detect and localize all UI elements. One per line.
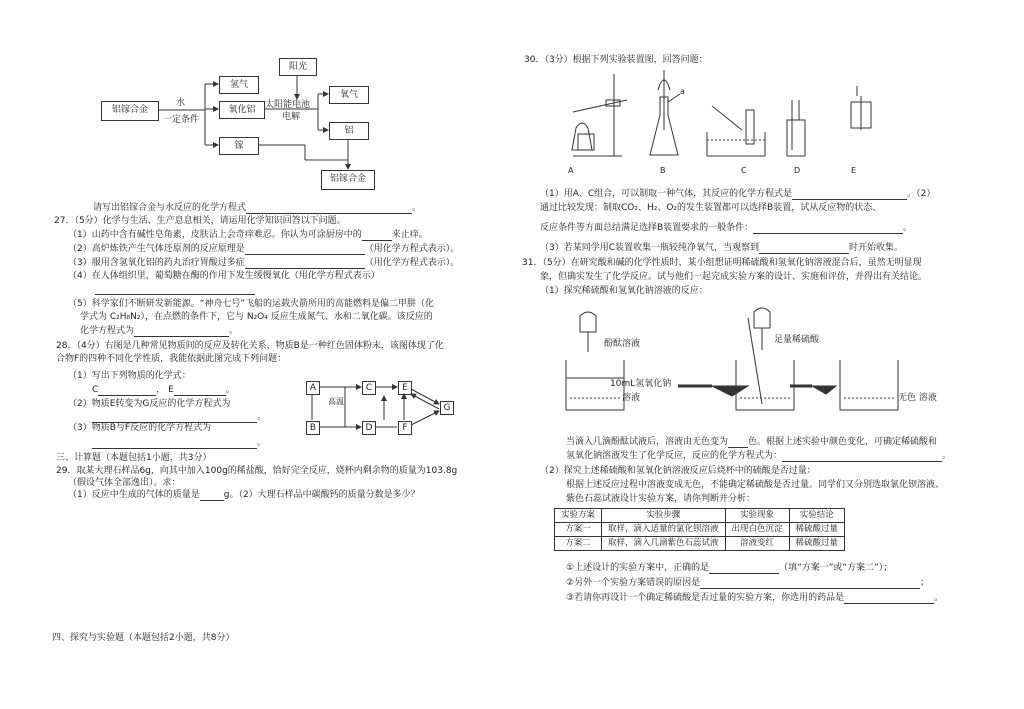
q28-3: （3）物质B与F反应的化学方程式为 [68, 423, 212, 433]
box-sunlight: 阳光 [279, 58, 317, 76]
th: 实验现象 [725, 509, 789, 523]
q31-i-blank[interactable] [709, 573, 779, 574]
q27-1-text: （1）山药中含有碱性皂角素，皮肤沾上会奇痒难忍。你认为可涂厨房中的 [68, 230, 362, 240]
q29-b: （假设气体全部逸出）。求： [68, 478, 181, 488]
q28-a: 28．（4分）右图是几种常见物质间的反应及转化关系，物质B是一种红色固体粉末，该图体现了化 [56, 341, 444, 351]
label-condition: 一定条件 [163, 115, 200, 125]
q31-1-t1 [566, 436, 937, 448]
q30-1-text: （1）用A、C组合，可以制取一种气体，其反应的化学方程式是 [540, 189, 793, 199]
q30-2b-text: 反应条件等方面总结满足选择B装置要求的一般条件： [540, 223, 754, 233]
section-4: 四、探究与实验题（本题包括2小题，共8分） [52, 633, 235, 643]
q29-c2: g。（2）大理石样品中碳酸钙的质量分数是多少？ [223, 490, 420, 500]
label-solar: 太阳能电池 [265, 100, 311, 110]
q27-5c: 化学方程式为 。 [80, 326, 239, 336]
q31-iii-text: ③若请你再设计一个确定稀硫酸是否过量的实验方案，你选用的药品是 [566, 593, 845, 603]
result-table [554, 508, 845, 551]
q28-c-label: C [92, 385, 99, 395]
apparatus-a: A [568, 166, 574, 175]
q26-tail: 请写出铝镓合金与水反应的化学方程式 。 [93, 203, 422, 213]
cell: 稀硫酸过量 [789, 523, 845, 537]
label-gaowen: 高温 [328, 397, 344, 406]
table-row [555, 537, 845, 551]
box-alloy-right: 铝镓合金 [321, 170, 375, 190]
box-ga: 镓 [219, 137, 259, 155]
cell: 方案二 [555, 537, 602, 551]
cell: 取样，滴入几滴紫色石蕊试液 [602, 537, 726, 551]
q31-i [566, 562, 892, 574]
q30-2a: 通过比较发现：制取CO₂、H₂、O₂的发生装置都可以选择B装置，试从反应物的状态、 [540, 203, 882, 213]
apparatus-label-a: a [680, 87, 685, 96]
q31-iii-blank[interactable] [844, 603, 934, 604]
q27-3-text: （3）服用含氢氧化铝的药丸治疗胃酸过多症 [68, 258, 245, 268]
q31-1t2: 氢氧化钠溶液发生了化学反应，反应的化学方程式为： [566, 451, 783, 461]
q31-i-tail: （填“方案一”或“方案二”）； [779, 563, 893, 573]
q30-1-tail: 。（2） [907, 189, 936, 199]
q28-e-label: ， E [156, 385, 174, 395]
table-row [555, 523, 845, 537]
node-f: F [398, 421, 412, 435]
box-alloy-left: 铝镓合金 [101, 101, 159, 121]
q31-2: （2）探究上述稀硫酸和氢氧化钠溶液反应后烧杯中的硫酸是否过量： [540, 466, 816, 476]
cell: 方案一 [555, 523, 602, 537]
box-h2: 氢气 [219, 76, 259, 94]
node-d: D [362, 421, 376, 435]
apparatus-c: C [741, 166, 747, 175]
label-electrolysis: 电解 [282, 112, 301, 122]
q30-title: 30．（3分）根据下列实验装置图，回答问题： [524, 55, 708, 65]
q27-2-tail: （用化学方程式表示）。 [364, 244, 460, 254]
cell: 出现白色沉淀 [725, 523, 789, 537]
q27-title: 27．（5分）化学与生活、生产息息相关，请运用化学知识回答以下问题。 [54, 216, 346, 226]
q31-a: 31．（5分）在研究酸和碱的化学性质时，某小组想证明稀硫酸和氢氧化钠溶液混合后，虽然无明显现 [522, 258, 922, 268]
q31-2a: 根据上述反应过程中溶液变成无色，不能确定稀硫酸是否过量。同学们又分别选取氯化钡溶液、 [566, 480, 945, 490]
label-water: 水 [176, 98, 186, 108]
q31-ii: ②另外一个实验方案错误的原因是 ； [566, 578, 930, 588]
node-g: G [440, 401, 454, 415]
cell: 稀硫酸过量 [789, 537, 845, 551]
q31-1: （1）探究稀硫酸和氢氧化钠溶液的反应： [540, 286, 708, 296]
q27-5b: 学式为 C₂H₈N₂），在点燃的条件下，它与 N₂O₄ 反应生成氮气、水和二氧化碳。该反应的 [80, 312, 433, 322]
fig-naoh-2: 溶液 [622, 393, 641, 403]
q31-color-blank[interactable] [728, 447, 748, 448]
q31-1-t2: 氢氧化钠溶液发生了化学反应，反应的化学方程式为： 。 [566, 451, 952, 461]
q27-2-text: （2）高炉炼铁产生气体还原剂的反应原理是 [68, 244, 245, 254]
q31-b: 象，但确实发生了化学反应。试与他们一起完成实验方案的设计、实施和评价，并得出有关结论。 [540, 272, 928, 282]
cell: 溶液变红 [725, 537, 789, 551]
box-al: 铝 [329, 122, 369, 140]
q27-5c-text: 化学方程式为 [80, 326, 135, 336]
th: 实验步骤 [602, 509, 726, 523]
q28-1: （1）写出下列物质的化学式： [68, 371, 191, 381]
q28-b: 合物F的四种不同化学性质，我能依据此图完成下列问题： [56, 354, 287, 364]
q31-ii-blank[interactable] [700, 588, 920, 589]
box-o2: 氧气 [329, 86, 369, 104]
node-a: A [306, 381, 320, 395]
q31-i-text: ①上述设计的实验方案中，正确的是 [566, 563, 710, 573]
fig-naoh-1: 10mL氢氧化钠 [610, 379, 672, 389]
q29-a: 29．取某大理石样品6g，向其中加入100g的稀盐酸，恰好完全反应，烧杯内剩余物的质量为103.8g [56, 466, 458, 476]
q29-c1: （1）反应中生成的气体的质量是 [68, 490, 200, 500]
q27-4: （4）在人体组织里，葡萄糖在酶的作用下发生缓慢氧化（用化学方程式表示） [68, 271, 380, 281]
q31-iii: ③若请你再设计一个确定稀硫酸是否过量的实验方案，你选用的药品是 。 [566, 593, 944, 603]
table-header [555, 509, 845, 523]
node-e: E [398, 381, 412, 395]
cell: 取样，滴入适量的氯化钡溶液 [602, 523, 726, 537]
apparatus-e: E [851, 166, 857, 175]
node-b: B [306, 421, 320, 435]
q30-3-tail: 时开始收集。 [849, 243, 904, 253]
fig-h2so4: 足量稀硫酸 [774, 335, 820, 345]
th: 实验结论 [789, 509, 845, 523]
q28-2: （2）物质E转变为G反应的化学方程式为 [68, 399, 231, 409]
q31-1t1b: 色。根据上述实验中颜色变化，可确定稀硫酸和 [748, 437, 938, 447]
q31-eq-blank[interactable] [782, 461, 942, 462]
q28-2-blank-line: 。 [92, 411, 266, 423]
q28-1-ce: C ， E 。 [92, 385, 235, 395]
th: 实验方案 [555, 509, 602, 523]
q26-text: 请写出铝镓合金与水反应的化学方程式 [93, 203, 247, 213]
q31-ii-text: ②另外一个实验方案错误的原因是 [566, 578, 701, 588]
q27-1-tail: 来止痒。 [391, 230, 428, 240]
q27-5a: （5）科学家们不断研发新能源。“神舟七号”飞船的运载火箭所用的高能燃料是偏二甲肼（化 [68, 299, 435, 309]
apparatus-d: D [794, 166, 801, 175]
fig-colorless: 无色 溶液 [898, 393, 937, 403]
apparatus-b: B [660, 166, 666, 175]
node-c: C [362, 381, 376, 395]
q28-3-blank-line: 。 [92, 437, 266, 449]
box-al2o3: 氧化铝 [219, 101, 265, 119]
q30-2b: 反应条件等方面总结满足选择B装置要求的一般条件： 。 [540, 223, 913, 233]
q31-1t1a: 当滴入几滴酚酞试液后，溶液由无色变为 [566, 437, 729, 447]
q27-3-tail: （用化学方程式表示）。 [364, 258, 460, 268]
fig-phenol: 酚酞溶液 [604, 339, 641, 349]
section-3: 三、计算题（本题包括1小题，共3分） [56, 453, 212, 463]
q30-3-text: （3）若某同学用C装置收集一瓶较纯净氧气，当观察到 [540, 243, 760, 253]
q31-2b: 紫色石蕊试液设计实验方案，请你判断并分析： [566, 494, 756, 504]
